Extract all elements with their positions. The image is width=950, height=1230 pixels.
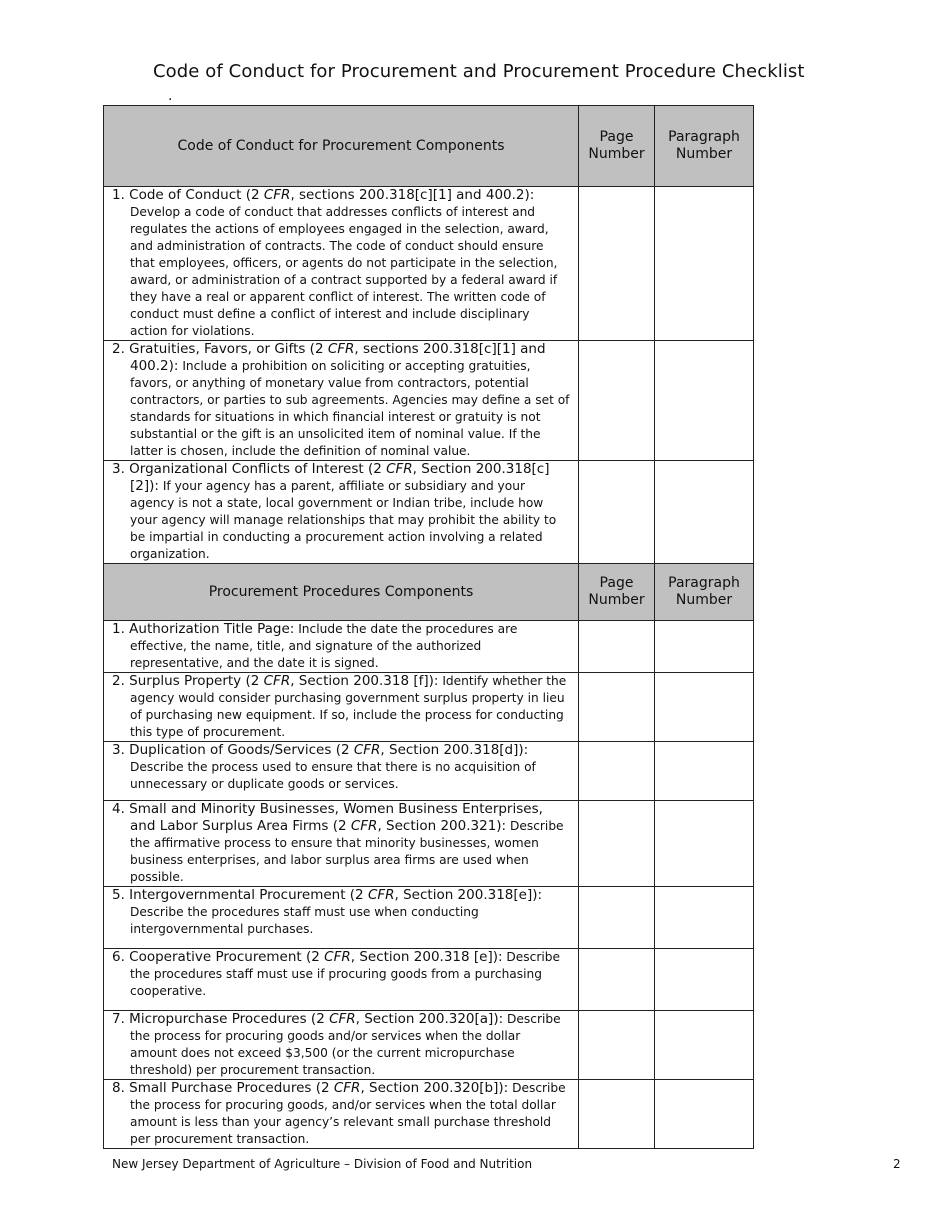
table-row xyxy=(104,1080,754,1149)
checklist-item: 5. Intergovernmental Procurement (2 CFR, Section 200.318[e]): Describe the procedures staff must use when conducting intergovernmental purchases. xyxy=(104,887,579,949)
page-number-header: Page Number xyxy=(579,564,655,621)
paragraph-number-cell[interactable] xyxy=(655,801,754,887)
paragraph-number-cell[interactable] xyxy=(655,1011,754,1080)
checklist-item: 1. Authorization Title Page: Include the date the procedures are effective, the name, title, and signature of the authorized representative, and the date it is signed. xyxy=(104,621,579,673)
page-title: Code of Conduct for Procurement and Procurement Procedure Checklist xyxy=(153,61,805,82)
paragraph-number-cell[interactable] xyxy=(655,461,754,564)
paragraph-number-cell[interactable] xyxy=(655,887,754,949)
checklist-item: 3. Duplication of Goods/Services (2 CFR, Section 200.318[d]): Describe the process used to ensure that there is no acquisition of unnecessary or duplicate goods or services. xyxy=(104,742,579,801)
paragraph-number-cell[interactable] xyxy=(655,949,754,1011)
table-row xyxy=(104,187,754,341)
paragraph-number-cell[interactable] xyxy=(655,621,754,673)
page-number-cell[interactable] xyxy=(579,1011,655,1080)
checklist-item: 2. Gratuities, Favors, or Gifts (2 CFR, sections 200.318[c][1] and 400.2): Include a prohibition on soliciting or accepting gratuities, favors, or anything of monetary value from contractors, potential contractors, or parties to sub agreements. Agencies may define a set of standards for situations in which financial interest or gratuity is not substantial or the gift is an unsolicited item of nominal value. If the latter is chosen, include the definition of nominal value. xyxy=(104,341,579,461)
page-number-cell[interactable] xyxy=(579,187,655,341)
table-row xyxy=(104,742,754,801)
page-number-cell[interactable] xyxy=(579,1080,655,1149)
table-row xyxy=(104,673,754,742)
section2-header: Procurement Procedures Components xyxy=(104,564,579,621)
page-number-cell[interactable] xyxy=(579,742,655,801)
page-number-cell[interactable] xyxy=(579,461,655,564)
paragraph-number-cell[interactable] xyxy=(655,742,754,801)
paragraph-number-cell[interactable] xyxy=(655,341,754,461)
table-row xyxy=(104,887,754,949)
checklist-item: 7. Micropurchase Procedures (2 CFR, Section 200.320[a]): Describe the process for procuring goods and/or services when the dollar amount does not exceed $3,500 (or the current micropurchase threshold) per procurement transaction. xyxy=(104,1011,579,1080)
paragraph-number-cell[interactable] xyxy=(655,187,754,341)
page-number: 2 xyxy=(893,1157,901,1171)
table-row xyxy=(104,801,754,887)
paragraph-number-header: Paragraph Number xyxy=(655,564,754,621)
paragraph-number-cell[interactable] xyxy=(655,1080,754,1149)
page-number-cell[interactable] xyxy=(579,949,655,1011)
checklist-item: 4. Small and Minority Businesses, Women Business Enterprises, and Labor Surplus Area Firms (2 CFR, Section 200.321): Describe the affirmative process to ensure that minority businesses, women business enterprises, and labor surplus area firms are used when possible. xyxy=(104,801,579,887)
checklist-table xyxy=(103,105,754,1149)
section2-header-row xyxy=(104,564,754,621)
footer-organization: New Jersey Department of Agriculture – Division of Food and Nutrition xyxy=(112,1157,533,1171)
checklist-item: 6. Cooperative Procurement (2 CFR, Section 200.318 [e]): Describe the procedures staff must use if procuring goods from a purchasing cooperative. xyxy=(104,949,579,1011)
checklist-item: 3. Organizational Conflicts of Interest (2 CFR, Section 200.318[c][2]): If your agency has a parent, affiliate or subsidiary and your agency is not a state, local government or Indian tribe, include how your agency will manage relationships that may prohibit the ability to be impartial in conducting a procurement action involving a related organization. xyxy=(104,461,579,564)
page-number-header: Page Number xyxy=(579,106,655,187)
paragraph-number-cell[interactable] xyxy=(655,673,754,742)
page-number-cell[interactable] xyxy=(579,341,655,461)
checklist-item: 8. Small Purchase Procedures (2 CFR, Section 200.320[b]): Describe the process for procuring goods, and/or services when the total dollar amount is less than your agency’s relevant small purchase threshold per procurement transaction. xyxy=(104,1080,579,1149)
section1-header: Code of Conduct for Procurement Components xyxy=(104,106,579,187)
table-row xyxy=(104,1011,754,1080)
page-number-cell[interactable] xyxy=(579,887,655,949)
table-row xyxy=(104,621,754,673)
checklist-item: 1. Code of Conduct (2 CFR, sections 200.318[c][1] and 400.2): Develop a code of conduct that addresses conflicts of interest and regulates the actions of employees engaged in the selection, award, and administration of contracts. The code of conduct should ensure that employees, officers, or agents do not participate in the selection, award, or administration of a contract supported by a federal award if they have a real or apparent conflict of interest. The written code of conduct must define a conflict of interest and include disciplinary action for violations. xyxy=(104,187,579,341)
paragraph-number-header: Paragraph Number xyxy=(655,106,754,187)
table-row xyxy=(104,341,754,461)
page-number-cell[interactable] xyxy=(579,621,655,673)
page-number-cell[interactable] xyxy=(579,801,655,887)
section1-header-row xyxy=(104,106,754,187)
table-row xyxy=(104,461,754,564)
checklist-item: 2. Surplus Property (2 CFR, Section 200.318 [f]): Identify whether the agency would consider purchasing government surplus property in lieu of purchasing new equipment. If so, include the process for conducting this type of procurement. xyxy=(104,673,579,742)
title-dot: . xyxy=(168,88,173,104)
table-row xyxy=(104,949,754,1011)
page-number-cell[interactable] xyxy=(579,673,655,742)
